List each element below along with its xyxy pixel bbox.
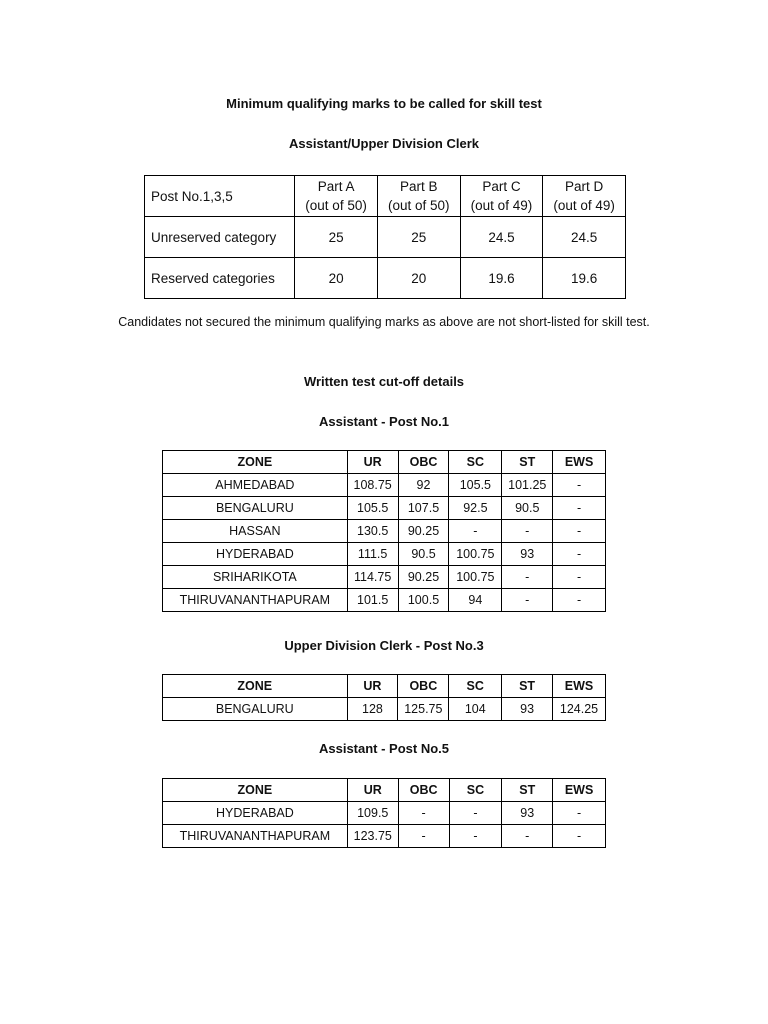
cutoff-heading: Written test cut-off details [303,374,465,389]
section-title-post-1: Assistant - Post No.1 [318,414,450,429]
table-cell: 25 [295,217,378,258]
table-cell: - [553,566,606,589]
qualifying-marks-table [144,175,626,299]
cutoff-table-post-5 [162,778,606,848]
page-subtitle: Assistant/Upper Division Clerk [289,136,479,151]
table-cell: 19.6 [543,258,626,299]
table-cell: 128 [347,698,398,721]
table-row [163,589,606,612]
column-header: ST [502,451,553,474]
cutoff-table-post-1 [162,450,606,612]
table-cell: 90.5 [502,497,553,520]
table-cell: 100.75 [449,566,502,589]
table-row [163,497,606,520]
column-header: OBC [398,451,449,474]
table-header-row [163,675,606,698]
zone-cell: HYDERABAD [163,543,348,566]
column-header: ST [502,779,553,802]
table-cell: 93 [502,802,553,825]
table-cell: 108.75 [347,474,398,497]
table-cell: - [502,589,553,612]
table-cell: 93 [502,698,553,721]
cutoff-table-post-3 [162,674,606,721]
table-row [163,543,606,566]
column-header: ZONE [163,779,348,802]
column-header: UR [347,779,398,802]
table-cell: 20 [295,258,378,299]
table-header-row [145,176,626,217]
table-cell: 100.75 [449,543,502,566]
column-header: ST [502,675,553,698]
table-cell: 100.5 [398,589,449,612]
table-cell: 107.5 [398,497,449,520]
table-cell: 111.5 [347,543,398,566]
table-cell: - [449,520,502,543]
table-cell: - [553,474,606,497]
table-cell: 90.25 [398,566,449,589]
table-cell: 25 [377,217,460,258]
column-header-part-a: Part A (out of 50) [295,176,378,217]
table-cell: 94 [449,589,502,612]
table-row [163,802,606,825]
table-cell: 101.25 [502,474,553,497]
table-cell: 19.6 [460,258,543,299]
table-cell: 90.25 [398,520,449,543]
column-header: OBC [398,675,449,698]
table-cell: - [398,825,449,848]
table-cell: 24.5 [543,217,626,258]
table-cell: - [502,825,553,848]
column-header: UR [347,675,398,698]
zone-cell: BENGALURU [163,497,348,520]
table-row [163,520,606,543]
zone-cell: THIRUVANANTHAPURAM [163,589,348,612]
table-cell: 92 [398,474,449,497]
column-header-part-b: Part B (out of 50) [377,176,460,217]
column-header: ZONE [163,675,348,698]
column-header: EWS [553,779,606,802]
table-cell: - [502,566,553,589]
table-cell: 92.5 [449,497,502,520]
table-header-row [163,451,606,474]
column-header: SC [449,451,502,474]
table-cell: - [398,802,449,825]
column-header-part-d: Part D (out of 49) [543,176,626,217]
table-cell: 104 [449,698,502,721]
table-corner-cell: Post No.1,3,5 [145,176,295,217]
column-header: OBC [398,779,449,802]
table-cell: - [553,825,606,848]
table-cell: 105.5 [347,497,398,520]
table-cell: 101.5 [347,589,398,612]
zone-cell: SRIHARIKOTA [163,566,348,589]
table-row [163,825,606,848]
table-cell: - [553,802,606,825]
table-cell: - [502,520,553,543]
row-label: Reserved categories [145,258,295,299]
column-header: EWS [553,675,606,698]
table-cell: 125.75 [398,698,449,721]
table-cell: 24.5 [460,217,543,258]
page-title: Minimum qualifying marks to be called for skill test [226,96,542,111]
table-cell: - [553,543,606,566]
row-label: Unreserved category [145,217,295,258]
table-header-row [163,779,606,802]
table-cell: - [449,802,502,825]
table-row [163,566,606,589]
table-row [163,474,606,497]
column-header: UR [347,451,398,474]
table-cell: - [553,589,606,612]
column-header: ZONE [163,451,348,474]
zone-cell: HYDERABAD [163,802,348,825]
table-cell: - [553,520,606,543]
zone-cell: HASSAN [163,520,348,543]
zone-cell: THIRUVANANTHAPURAM [163,825,348,848]
table-row [145,217,626,258]
zone-cell: AHMEDABAD [163,474,348,497]
table-row [163,698,606,721]
table-cell: 93 [502,543,553,566]
table-row [145,258,626,299]
column-header-part-c: Part C (out of 49) [460,176,543,217]
section-title-post-3: Upper Division Clerk - Post No.3 [284,638,484,653]
section-title-post-5: Assistant - Post No.5 [318,741,450,756]
column-header: SC [449,779,502,802]
column-header: EWS [553,451,606,474]
table-cell: 105.5 [449,474,502,497]
table-cell: 130.5 [347,520,398,543]
table-cell: 124.25 [553,698,606,721]
table-cell: 123.75 [347,825,398,848]
table-cell: 20 [377,258,460,299]
table-cell: 90.5 [398,543,449,566]
qualifying-note: Candidates not secured the minimum qualifying marks as above are not short-listed for skill test. [118,315,650,329]
zone-cell: BENGALURU [163,698,348,721]
table-cell: 109.5 [347,802,398,825]
table-cell: 114.75 [347,566,398,589]
column-header: SC [449,675,502,698]
table-cell: - [553,497,606,520]
table-cell: - [449,825,502,848]
